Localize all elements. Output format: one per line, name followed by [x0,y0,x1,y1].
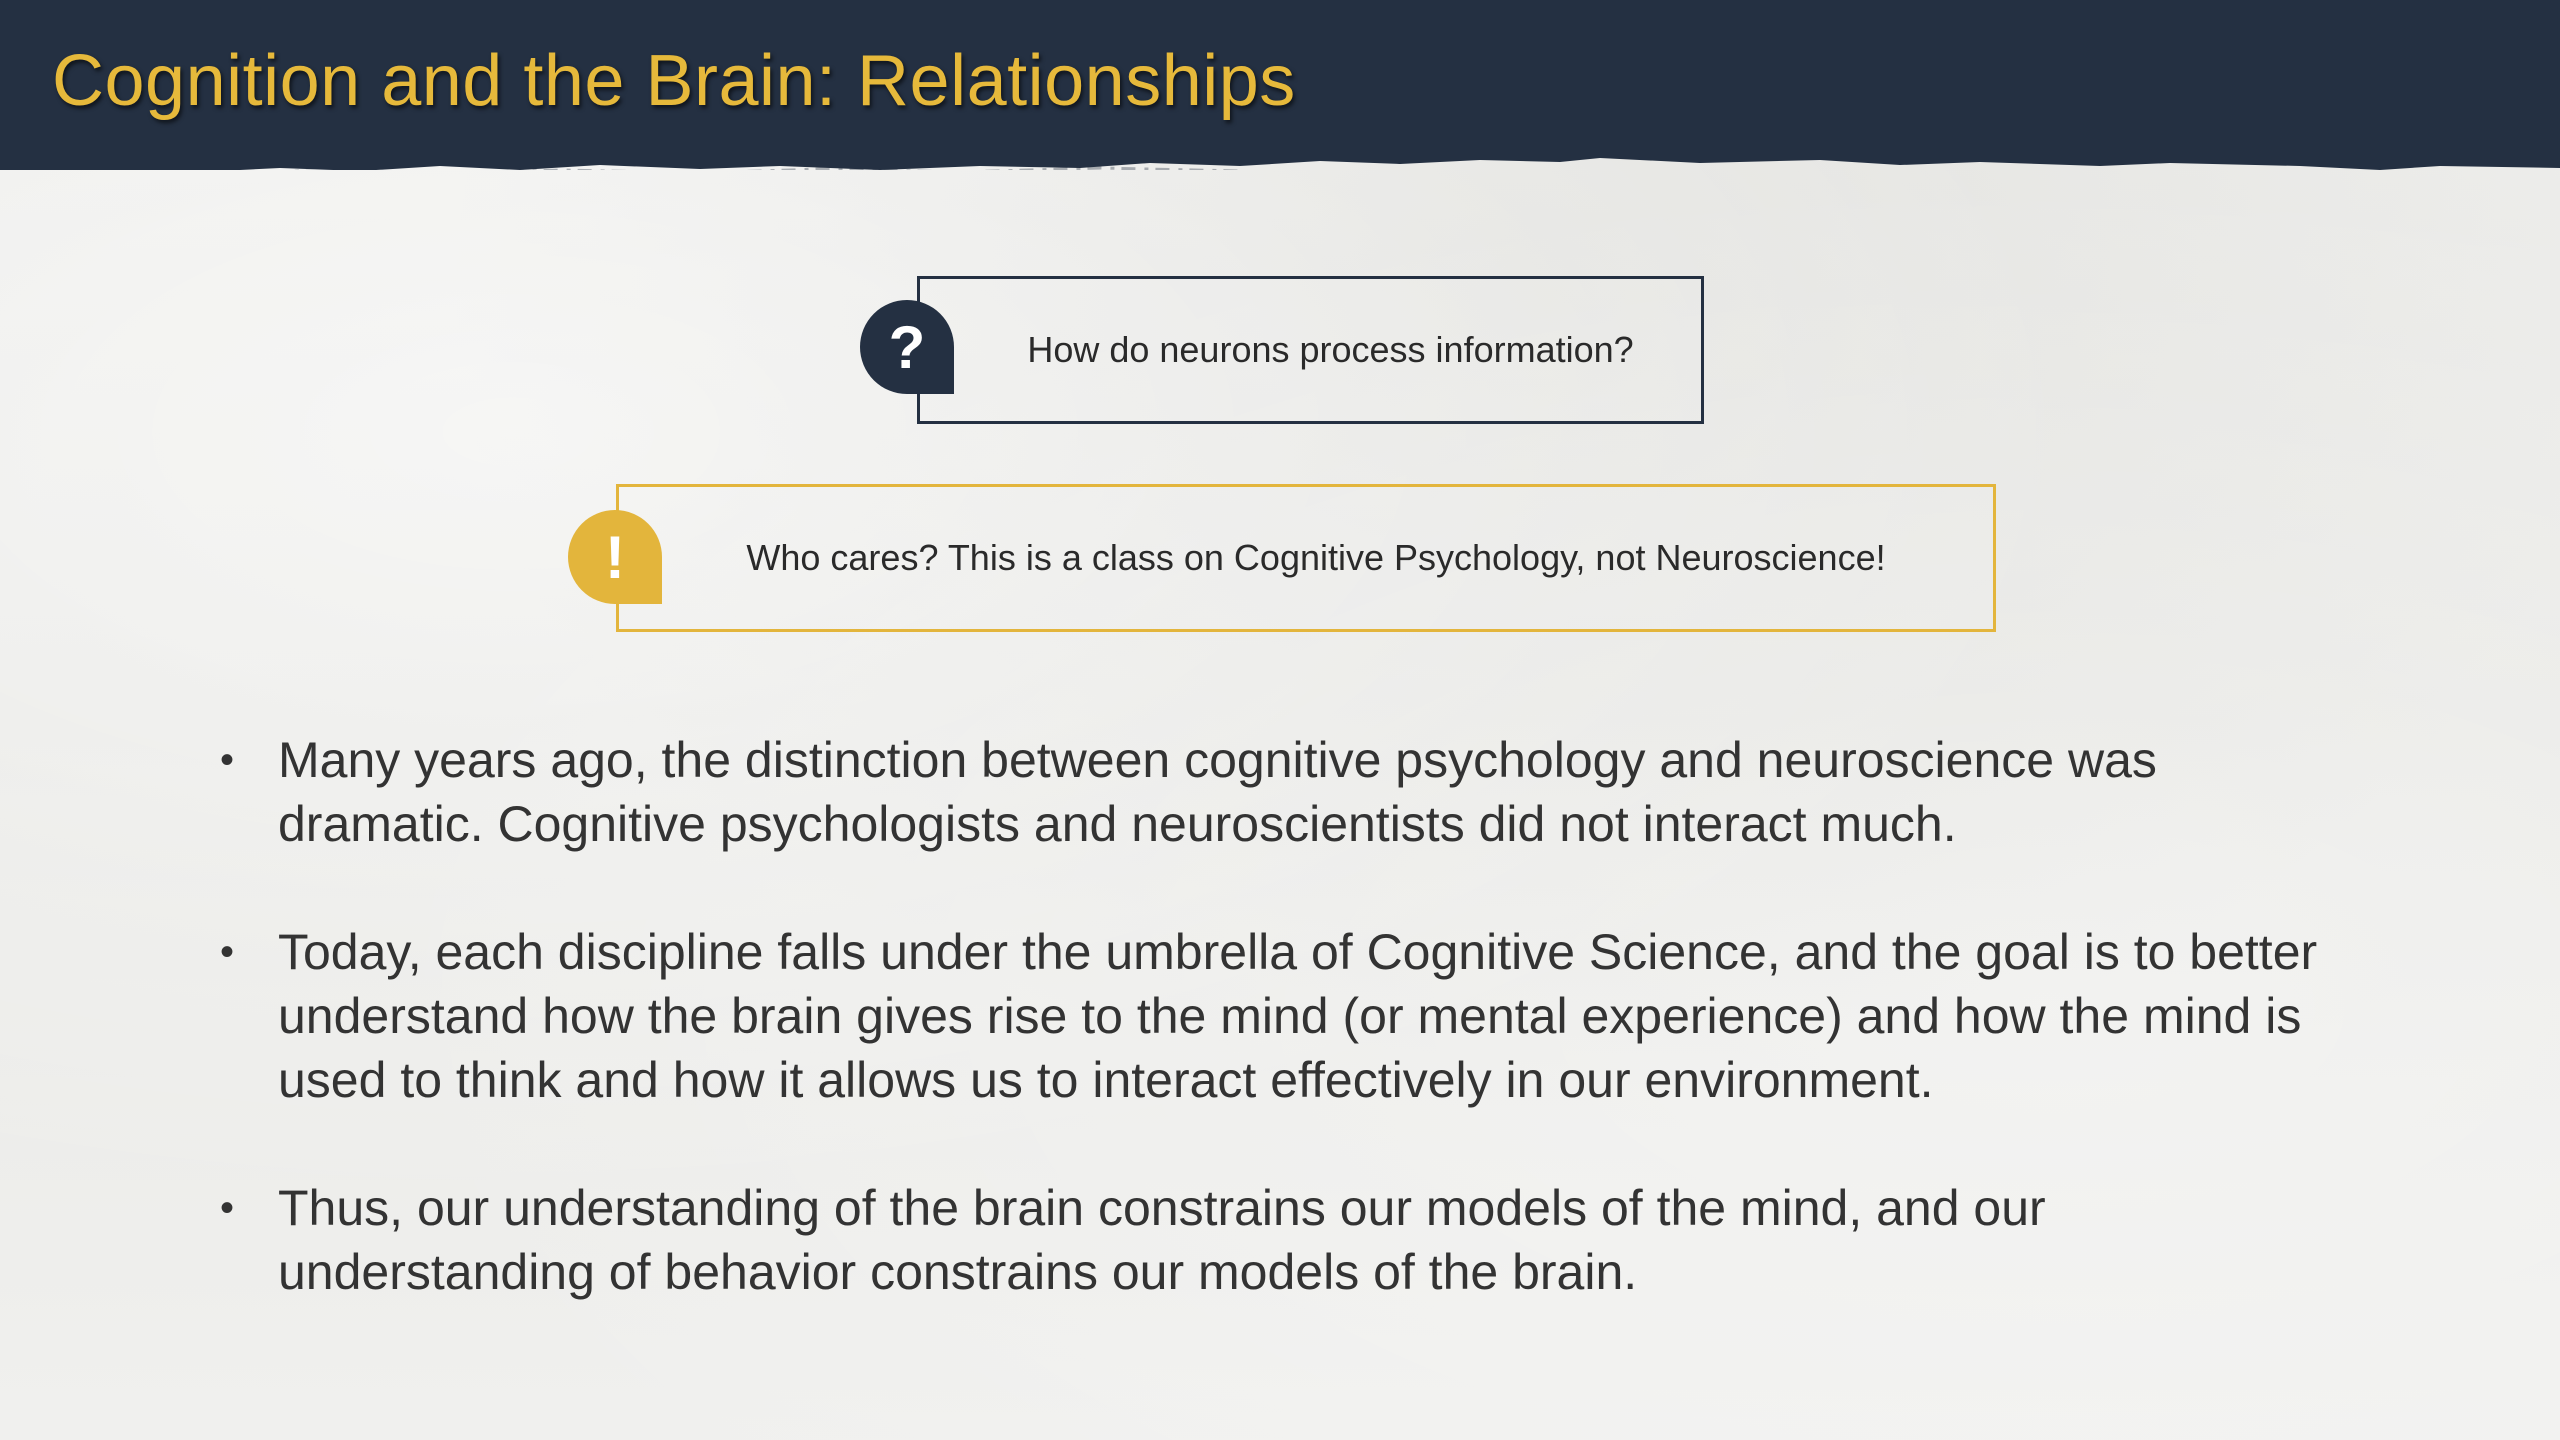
question-callout-text: How do neurons process information? [1027,329,1634,370]
slide-title: Cognition and the Brain: Relationships [52,41,1296,121]
bullet-marker: • [220,930,235,974]
bullet-text: Today, each discipline falls under the umbrella of Cognitive Science, and the goal is to better understand how the brain gives rise to the mind (or mental experience) and how the mind is used to think and how it allows us to interact effectively in our environment. [278,924,2318,1108]
bullet-list [220,728,2360,1368]
bullet-text: Thus, our understanding of the brain constrains our models of the mind, and our understanding of behavior constrains our models of the brain. [278,1180,2046,1300]
warning-callout [616,484,1996,632]
bullet-marker: • [220,1186,235,1230]
exclamation-glyph: ! [605,523,625,591]
question-mark-icon [858,298,956,396]
bullet-text: Many years ago, the distinction between cognitive psychology and neuroscience was dramatic. Cognitive psychologists and neuroscientists did not interact much. [278,732,2157,852]
question-mark-glyph: ? [888,313,926,381]
title-banner [0,0,2560,170]
bullet-item [220,1176,2360,1304]
bullet-item [220,728,2360,856]
warning-callout-text: Who cares? This is a class on Cognitive Psychology, not Neuroscience! [746,537,1886,578]
bullet-marker: • [220,738,235,782]
exclamation-icon [566,508,664,606]
question-callout [917,276,1704,424]
bullet-item [220,920,2360,1112]
